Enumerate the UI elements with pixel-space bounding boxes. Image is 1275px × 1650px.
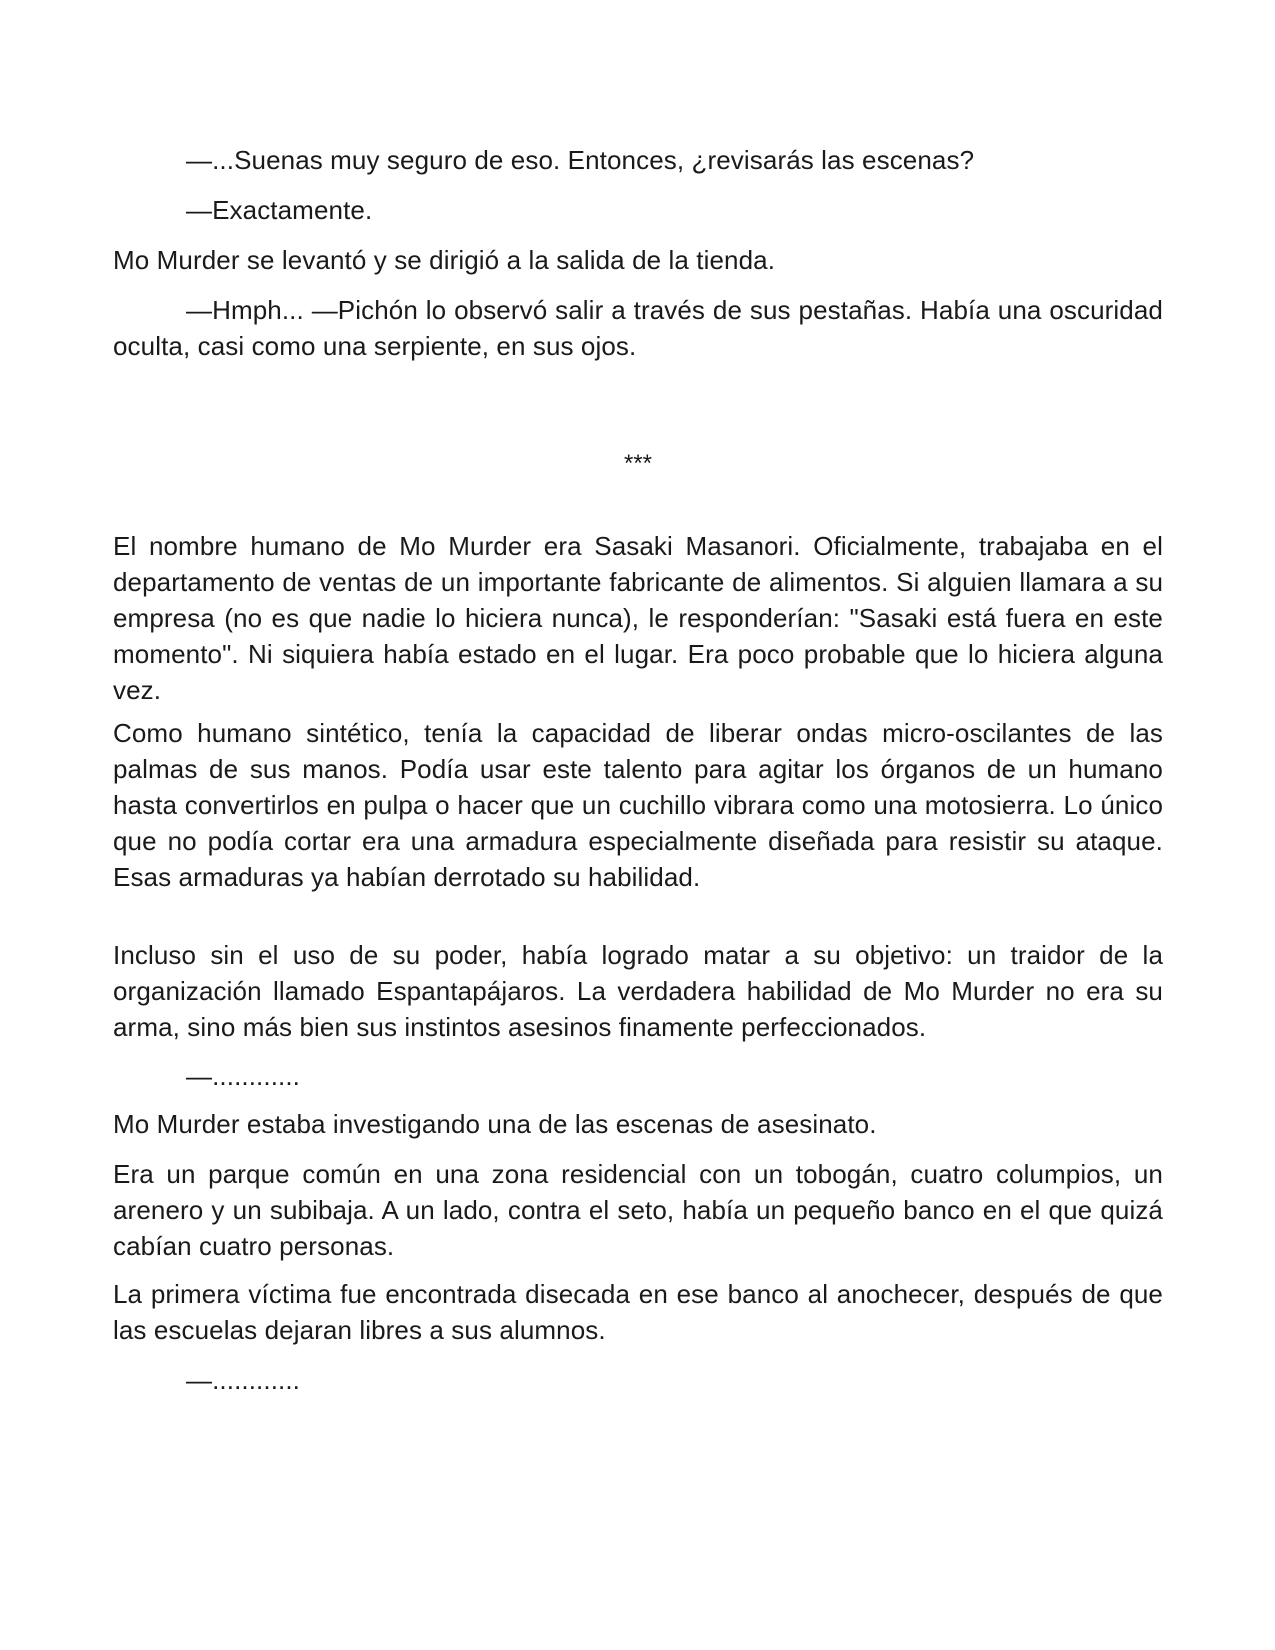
dialogue-paragraph: —............ bbox=[186, 1061, 300, 1091]
dialogue-paragraph: —............ bbox=[186, 1365, 300, 1395]
narrative-paragraph: Incluso sin el uso de su poder, había logrado matar a su objetivo: un traidor de la organización llamado Espantapájaros. La verdadera habilidad de Mo Murder no era su arma, sino más bien sus instintos asesinos finamente perfeccionados. bbox=[113, 940, 1163, 1042]
narrative-paragraph: La primera víctima fue encontrada disecada en ese banco al anochecer, después de que las escuelas dejaran libres a sus alumnos. bbox=[113, 1279, 1163, 1345]
narrative-paragraph: Mo Murder estaba investigando una de las escenas de asesinato. bbox=[113, 1109, 877, 1139]
dialogue-paragraph: —Hmph... —Pichón lo observó salir a través de sus pestañas. Había una oscuridad oculta, casi como una serpiente, en sus ojos. bbox=[113, 295, 1163, 361]
narrative-paragraph: Mo Murder se levantó y se dirigió a la salida de la tienda. bbox=[113, 245, 776, 275]
narrative-paragraph: Era un parque común en una zona residencial con un tobogán, cuatro columpios, un arenero y un subibaja. A un lado, contra el seto, había un pequeño banco en el que quizá cabían cuatro personas. bbox=[113, 1159, 1163, 1261]
dialogue-paragraph: —...Suenas muy seguro de eso. Entonces, ¿revisarás las escenas? bbox=[186, 145, 975, 175]
narrative-paragraph: Como humano sintético, tenía la capacidad de liberar ondas micro-oscilantes de las palmas de sus manos. Podía usar este talento para agitar los órganos de un humano hasta convertirlos en pulpa o hacer que un cuchillo vibrara como una motosierra. Lo único que no podía cortar era una armadura especialmente diseñada para resistir su ataque. Esas armaduras ya habían derrotado su habilidad. bbox=[113, 718, 1163, 892]
narrative-paragraph: El nombre humano de Mo Murder era Sasaki Masanori. Oficialmente, trabajaba en el departamento de ventas de un importante fabricante de alimentos. Si alguien llamara a su empresa (no es que nadie lo hiciera nunca), le responderían: "Sasaki está fuera en este momento". Ni siquiera había estado en el lugar. Era poco probable que lo hiciera alguna vez. bbox=[113, 531, 1163, 705]
scene-separator: *** bbox=[623, 450, 653, 477]
dialogue-paragraph: —Exactamente. bbox=[186, 195, 373, 225]
